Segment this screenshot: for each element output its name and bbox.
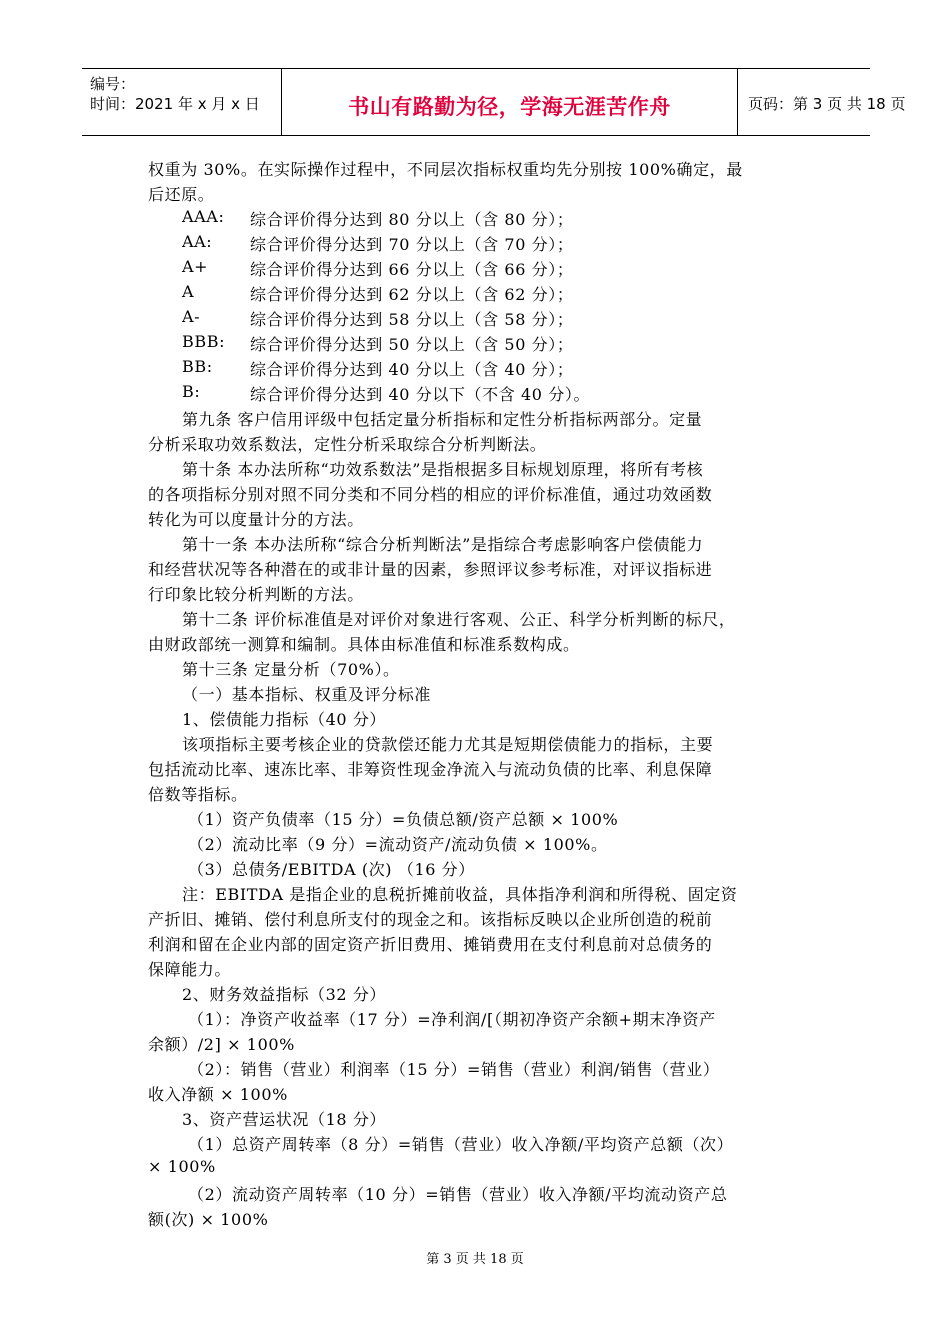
- article-11-line: 第十一条 本办法所称“综合分析判断法”是指综合考虑影响客户偿债能力: [182, 535, 704, 554]
- grade-description: 综合评价得分达到 70 分以上（含 70 分）；: [250, 235, 574, 254]
- article-11-line: 行印象比较分析判断的方法。: [148, 585, 364, 604]
- header-motto: 书山有路勤为径，学海无涯苦作舟: [348, 95, 671, 119]
- grade-row: [148, 357, 808, 382]
- formula-line: （1）总资产周转率（8 分）=销售（营业）收入净额/平均资产总额（次）: [188, 1135, 734, 1154]
- grade-code: AA:: [182, 232, 213, 251]
- formula-line: 额(次) × 100%: [148, 1210, 269, 1229]
- note-line: 产折旧、摊销、偿付利息所支付的现金之和。该指标反映以企业所创造的税前: [148, 910, 713, 929]
- grade-description: 综合评价得分达到 66 分以上（含 66 分）；: [250, 260, 574, 279]
- paragraph-line: 倍数等指标。: [148, 785, 248, 804]
- paragraph-line: 包括流动比率、速冻比率、非筹资性现金净流入与流动负债的比率、利息保障: [148, 760, 713, 779]
- page-footer: 第 3 页 共 18 页: [426, 1252, 524, 1267]
- grade-row: [148, 207, 808, 232]
- grade-description: 综合评价得分达到 40 分以下（不含 40 分）。: [250, 385, 591, 404]
- grade-code: A: [182, 282, 195, 301]
- formula-line: 收入净额 × 100%: [148, 1085, 288, 1104]
- article-11-line: 和经营状况等各种潜在的或非计量的因素，参照评议参考标准，对评议指标进: [148, 560, 713, 579]
- article-10-line: 转化为可以度量计分的方法。: [148, 510, 364, 529]
- grade-code: A-: [182, 307, 201, 326]
- header-motto-cell: [282, 69, 738, 135]
- paragraph-line: 后还原。: [148, 185, 215, 204]
- header-page-number: 页码：第 3 页 共 18 页: [748, 95, 906, 113]
- grade-row: [148, 232, 808, 257]
- paragraph-line: 该项指标主要考核企业的贷款偿还能力尤其是短期偿债能力的指标，主要: [182, 735, 714, 754]
- note-line: 注：EBITDA 是指企业的息税折摊前收益，具体指净利润和所得税、固定资: [182, 885, 738, 904]
- grade-description: 综合评价得分达到 58 分以上（含 58 分）；: [250, 310, 574, 329]
- formula-line: × 100%: [148, 1157, 216, 1176]
- article-12-line: 由财政部统一测算和编制。具体由标准值和标准系数构成。: [148, 635, 580, 654]
- grade-row: [148, 257, 808, 282]
- grade-row: [148, 282, 808, 307]
- article-12-line: 第十二条 评价标准值是对评价对象进行客观、公正、科学分析判断的标尺，: [182, 610, 736, 629]
- grade-code: AAA:: [182, 207, 225, 226]
- note-line: 保障能力。: [148, 960, 232, 979]
- article-9-line: 第九条 客户信用评级中包括定量分析指标和定性分析指标两部分。定量: [182, 410, 703, 429]
- grade-description: 综合评价得分达到 50 分以上（含 50 分）；: [250, 335, 574, 354]
- formula-line: （3）总债务/EBITDA (次) （16 分）: [188, 860, 475, 879]
- formula-line: （2）流动比率（9 分）=流动资产/流动负债 × 100%。: [188, 835, 608, 854]
- article-10-line: 的各项指标分别对照不同分类和不同分档的相应的评价标准值，通过功效函数: [148, 485, 713, 504]
- subsection-heading: 1、偿债能力指标（40 分）: [182, 710, 387, 729]
- article-13-heading: 第十三条 定量分析（70%）。: [182, 660, 400, 679]
- page-header: [82, 68, 906, 136]
- formula-line: （1）资产负债率（15 分）=负债总额/资产总额 × 100%: [188, 810, 619, 829]
- subsection-heading: 3、资产营运状况（18 分）: [182, 1110, 387, 1129]
- grade-code: A+: [182, 257, 209, 276]
- subsection-heading: 2、财务效益指标（32 分）: [182, 985, 387, 1004]
- grade-code: BB:: [182, 357, 213, 376]
- grade-description: 综合评价得分达到 80 分以上（含 80 分）；: [250, 210, 574, 229]
- note-line: 利润和留在企业内部的固定资产折旧费用、摊销费用在支付利息前对总债务的: [148, 935, 713, 954]
- grade-code: BBB:: [182, 332, 226, 351]
- grade-row: [148, 332, 808, 357]
- grade-description: 综合评价得分达到 62 分以上（含 62 分）；: [250, 285, 574, 304]
- grade-description: 综合评价得分达到 40 分以上（含 40 分）；: [250, 360, 574, 379]
- document-code-label: 编号：: [90, 75, 136, 93]
- article-9-line: 分析采取功效系数法，定性分析采取综合分析判断法。: [148, 435, 547, 454]
- section-heading: （一）基本指标、权重及评分标准: [182, 685, 432, 704]
- formula-line: （1）：净资产收益率（17 分）=净利润/[（期初净资产余额+期末净资产: [188, 1010, 716, 1029]
- grade-row: [148, 382, 808, 407]
- grade-row: [148, 307, 808, 332]
- formula-line: （2）：销售（营业）利润率（15 分）=销售（营业）利润/销售（营业）: [188, 1060, 720, 1079]
- formula-line: 余额）/2] × 100%: [148, 1035, 295, 1054]
- article-10-line: 第十条 本办法所称“功效系数法”是指根据多目标规划原理，将所有考核: [182, 460, 704, 479]
- document-body: [148, 157, 808, 1232]
- header-page-cell: [738, 69, 906, 135]
- document-time-label: 时间：2021 年 x 月 x 日: [90, 95, 260, 113]
- paragraph-line: 权重为 30%。在实际操作过程中，不同层次指标权重均先分别按 100%确定，最: [148, 160, 743, 179]
- grade-code: B:: [182, 382, 201, 401]
- formula-line: （2）流动资产周转率（10 分）=销售（营业）收入净额/平均流动资产总: [188, 1185, 728, 1204]
- header-info-cell: [82, 69, 282, 135]
